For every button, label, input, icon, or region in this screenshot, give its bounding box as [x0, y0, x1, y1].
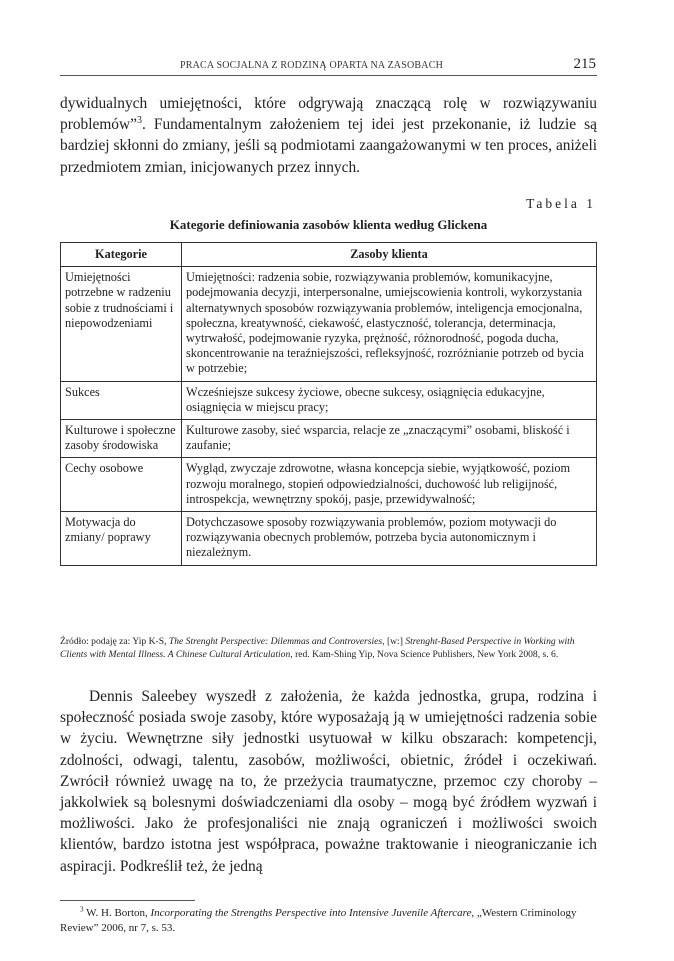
row-resources: Umiejętności: radzenia sobie, rozwiązywania problemów, komunikacyjne, podejmowania decyzji, interpersonalne, umiejscowienia kontroli, wykorzystania alternatywnych sposobów rozwiązywania problemów, inteligencja emocjonalna, społeczna, kreatywność, ciekawość, elastyczność, tolerancja, determinacja, wytrwałość, podejmowanie ryzyka, prężność, różnorodność, pogoda ducha, skoncentrowanie na teraźniejszości, refleksyjność, rozróżnianie potrzeb od bycia w potrzebie;	[182, 267, 597, 381]
row-category: Kulturowe i społeczne zasoby środowiska	[61, 420, 182, 458]
row-category: Umiejętności potrzebne w radzeniu sobie z trudnościami i niepowodzeniami	[61, 267, 182, 381]
footnote-ref[interactable]: 3	[136, 115, 142, 127]
table-header-row	[61, 243, 597, 267]
row-resources: Wygląd, zwyczaje zdrowotne, własna koncepcja siebie, wyjątkowość, poziom rozwoju moralnego, stopień odpowiedzialności, duchowość lub religijność, introspekcja, wewnętrzny spokój, pasje, przewidywalność;	[182, 458, 597, 512]
table-title: Kategorie definiowania zasobów klienta według Glickena	[169, 217, 488, 232]
source-prefix: Źródło: podaję za: Yip K-S,	[60, 636, 169, 647]
resources-table	[60, 242, 597, 566]
row-resources: Wcześniejsze sukcesy życiowe, obecne sukcesy, osiągnięcia edukacyjne, osiągnięcia w miejscu pracy;	[182, 381, 597, 419]
footnote-number: 3	[80, 905, 84, 914]
row-category: Sukces	[61, 381, 182, 419]
table-row	[61, 458, 597, 512]
paragraph-intro	[60, 93, 597, 178]
running-title: PRACA SOCJALNA Z RODZINĄ OPARTA NA ZASOBACH	[180, 60, 443, 71]
header-resources: Zasoby klienta	[182, 243, 597, 267]
source-mid: , [w:]	[382, 636, 406, 647]
row-resources: Dotychczasowe sposoby rozwiązywania problemów, poziom motywacji do rozwiązywania obecnych problemów, potrzeba bycia autonomicznym i niezależnym.	[182, 512, 597, 566]
source-suffix: , red. Kam-Shing Yip, Nova Science Publishers, New York 2008, s. 6.	[290, 648, 559, 660]
source-italic-title-1: The Strenght Perspective: Dilemmas and Controversies	[168, 636, 383, 647]
paragraph-intro-text-b: . Fundamentalnym założeniem tej idei jest przekonanie, iż ludzie są bardziej skłonni do zmiany, jeśli są podmiotami zaangażowanymi w ten proces, aniżeli przedmiotem zmian, inicjowanych przez innych.	[60, 116, 597, 176]
table-row	[61, 381, 597, 419]
page-number: 215	[573, 56, 596, 72]
table-row	[61, 267, 597, 381]
footnote-rest: , „Western Criminology Review” 2006, nr 7, s. 53.	[60, 907, 577, 934]
paragraph-saleebey: Dennis Saleebey wyszedł z założenia, że każda jednostka, grupa, rodzina i społeczność posiada swoje zasoby, które wyposażają ją w umiejętności radzenia sobie w życiu. Wewnętrzne siły jednostki usytuował w kilku obszarach: kompetencji, zdolności, odwagi, talentu, zasobów, możliwości, obietnic, źródeł i oczekiwań. Zwrócił również uwagę na to, że przeżycia traumatyczne, przemoc czy choroby – jakkolwiek są bolesnymi doświadczeniami dla osoby – mogą być źródłem wyzwań i możliwości. Jako że profesjonaliści nie znają ograniczeń i możliwości swoich klientów, bardzo istotna jest współpraca, poważne traktowanie i nieograniczanie ich aspiracji. Podkreślił też, że jedną	[60, 688, 597, 875]
table-row	[61, 512, 597, 566]
row-category: Cechy osobowe	[61, 458, 182, 512]
header-categories: Kategorie	[61, 243, 182, 267]
footnote	[60, 906, 597, 936]
paragraph-intro-text-a: dywidualnych umiejętności, które odgrywają znaczącą rolę w rozwiązywaniu problemów”	[60, 95, 597, 134]
table-row	[61, 420, 597, 458]
footnote-rule	[60, 900, 195, 901]
footnote-title: Incorporating the Strengths Perspective into Intensive Juvenile Aftercare	[150, 907, 472, 919]
source-italic-title-2: Strenght-Based Perspective in Working with Clients with Mental Illness. A Chinese Cultural Articulation	[60, 636, 575, 660]
row-resources: Kulturowe zasoby, sieć wsparcia, relacje ze „znaczącymi” osobami, bliskość i zaufanie;	[182, 420, 597, 458]
table-label: Tabela 1	[526, 196, 596, 211]
footnote-author: W. H. Borton,	[83, 907, 151, 919]
row-category: Motywacja do zmiany/ poprawy	[61, 512, 182, 566]
table-source-note	[60, 636, 597, 661]
header-rule	[60, 75, 597, 76]
